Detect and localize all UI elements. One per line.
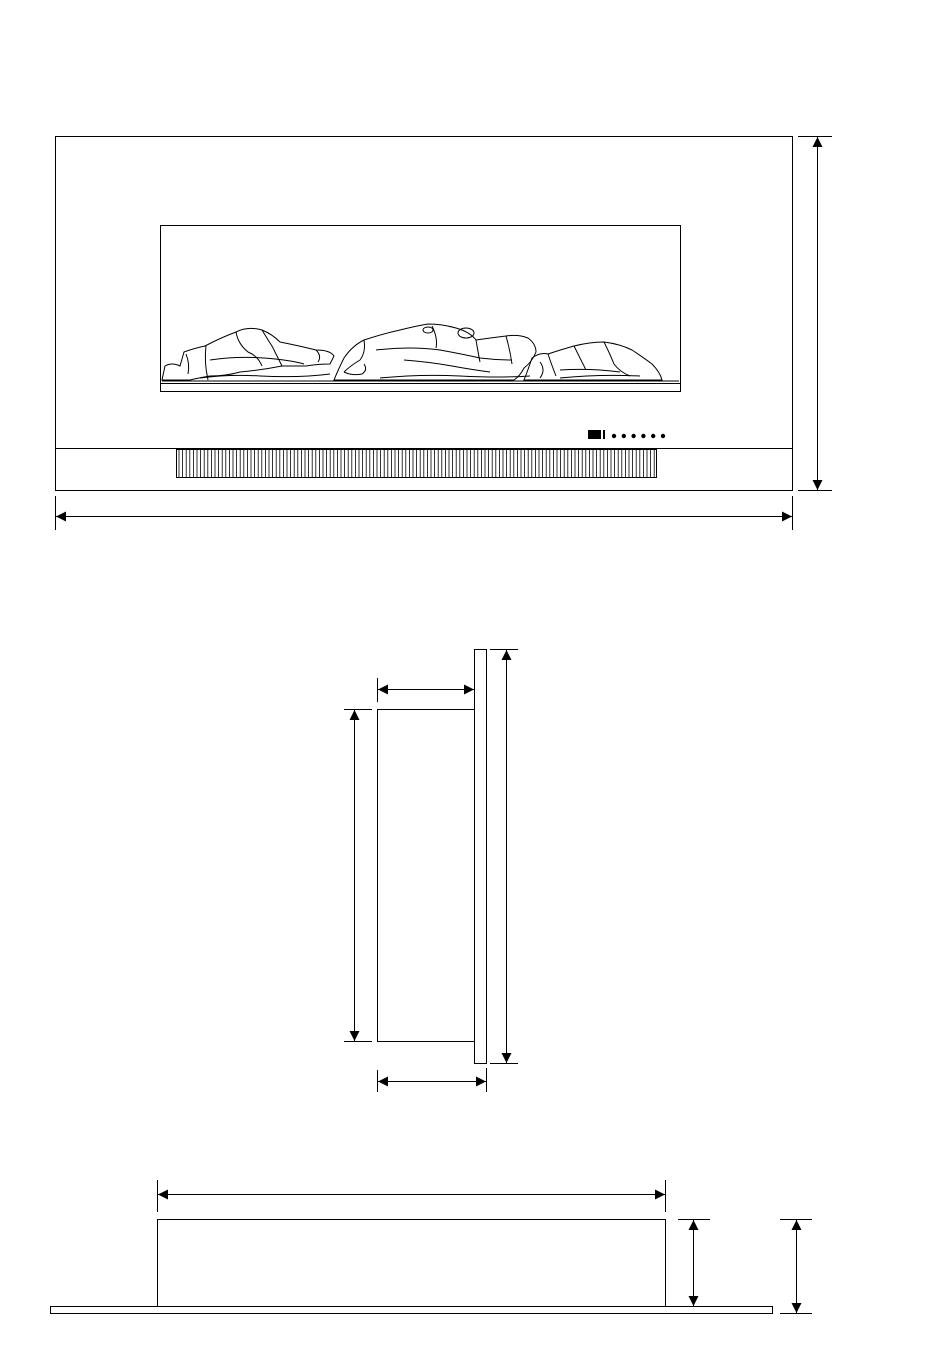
indicator-dot (651, 434, 655, 438)
indicator-dot (612, 434, 616, 438)
side-view (378, 650, 487, 1064)
log-knot (458, 328, 474, 338)
indicator-dot (631, 434, 635, 438)
top-view (51, 1220, 773, 1314)
side-body (378, 710, 475, 1042)
log-right (524, 342, 662, 380)
top-dimensions (158, 1180, 813, 1314)
control-panel-indicators (612, 434, 665, 438)
log-set (162, 324, 662, 380)
control-panel-display (588, 430, 601, 439)
front-outer-frame (56, 137, 793, 491)
top-body (158, 1220, 666, 1307)
control-panel-switch (603, 430, 605, 439)
indicator-dot (622, 434, 626, 438)
heater-grille-slats (179, 450, 654, 477)
side-wall-plate (475, 650, 487, 1064)
side-dimensions (344, 650, 518, 1093)
front-dimensions (56, 137, 833, 531)
indicator-dot (661, 434, 665, 438)
indicator-dot (641, 434, 645, 438)
top-wall-plate (51, 1307, 773, 1314)
front-view (56, 137, 793, 491)
flame-window (161, 226, 681, 392)
